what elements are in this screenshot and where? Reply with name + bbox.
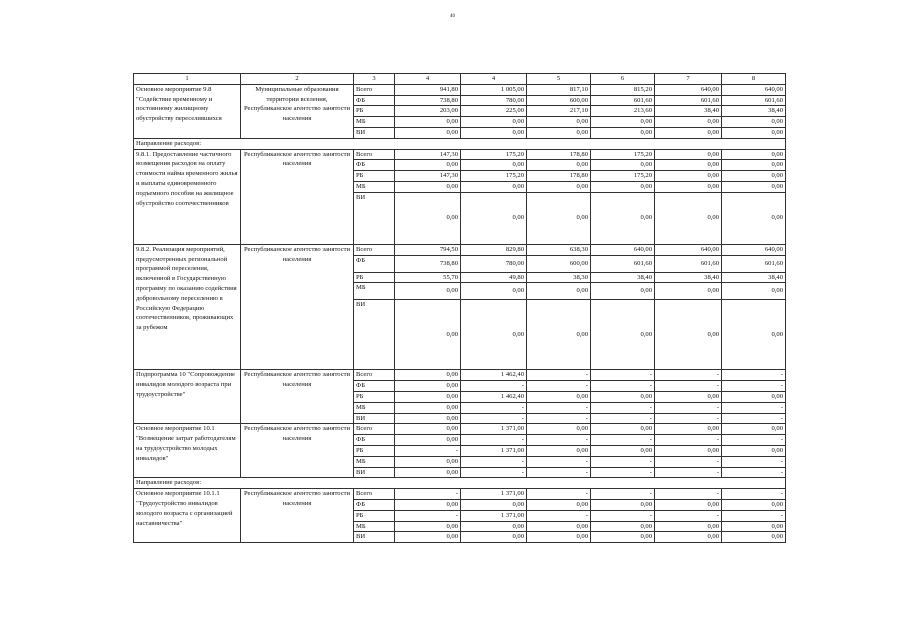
amount-cell: - xyxy=(527,435,591,446)
amount-cell: 1 371,00 xyxy=(461,424,527,435)
amount-cell: 794,50 xyxy=(395,244,461,255)
amount-cell: 1 005,00 xyxy=(461,84,527,95)
amount-cell: 0,00 xyxy=(395,402,461,413)
amount-cell: 640,00 xyxy=(591,244,655,255)
amount-cell: 0,00 xyxy=(722,532,786,543)
amount-cell: 0,00 xyxy=(527,521,591,532)
amount-cell: 0,00 xyxy=(591,117,655,128)
amount-cell: 0,00 xyxy=(527,160,591,171)
amount-cell: 0,00 xyxy=(655,149,722,160)
amount-cell: 817,10 xyxy=(527,84,591,95)
amount-cell: 0,00 xyxy=(591,160,655,171)
table-row xyxy=(134,149,786,160)
funding-source: ВИ xyxy=(354,532,395,543)
amount-cell: 0,00 xyxy=(722,300,786,370)
page-number: 40 xyxy=(450,14,455,19)
amount-cell: 0,00 xyxy=(395,424,461,435)
amount-cell: - xyxy=(591,413,655,424)
amount-cell: - xyxy=(395,489,461,500)
amount-cell: 0,00 xyxy=(655,181,722,192)
measure-name: Основное мероприятие 10.1 "Возмещение затрат работодателям на трудоустройство молодых инвалидов" xyxy=(134,424,241,478)
amount-cell: 0,00 xyxy=(527,181,591,192)
amount-cell: - xyxy=(655,413,722,424)
column-number-4: 4 xyxy=(395,74,461,85)
amount-cell: 0,00 xyxy=(395,127,461,138)
amount-cell: 0,00 xyxy=(655,283,722,300)
budget-table-body xyxy=(134,74,786,543)
amount-cell: 0,00 xyxy=(461,300,527,370)
amount-cell: 147,30 xyxy=(395,149,461,160)
funding-source: РБ xyxy=(354,445,395,456)
amount-cell: 213,60 xyxy=(591,106,655,117)
amount-cell: 0,00 xyxy=(527,117,591,128)
amount-cell: 0,00 xyxy=(527,499,591,510)
amount-cell: 0,00 xyxy=(527,283,591,300)
amount-cell: 0,00 xyxy=(655,445,722,456)
amount-cell: 0,00 xyxy=(395,370,461,381)
executor: Республиканское агентство занятости населения xyxy=(241,244,354,370)
amount-cell: 0,00 xyxy=(655,532,722,543)
measure-name: Основное мероприятие 9.8 "Содействие временному и постоянному жилищному обустройству переселившихся xyxy=(134,84,241,138)
amount-cell: 0,00 xyxy=(722,499,786,510)
amount-cell: 638,30 xyxy=(527,244,591,255)
amount-cell: 600,00 xyxy=(527,95,591,106)
funding-source: Всего xyxy=(354,84,395,95)
amount-cell: 0,00 xyxy=(591,391,655,402)
amount-cell: 601,60 xyxy=(591,95,655,106)
amount-cell: - xyxy=(591,489,655,500)
amount-cell: 0,00 xyxy=(461,499,527,510)
amount-cell: 0,00 xyxy=(395,499,461,510)
column-number-1: 1 xyxy=(134,74,241,85)
table-row xyxy=(134,370,786,381)
amount-cell: 0,00 xyxy=(527,445,591,456)
amount-cell: 738,80 xyxy=(395,255,461,272)
section-label: Направление расходов: xyxy=(134,138,786,149)
amount-cell: 600,00 xyxy=(527,255,591,272)
amount-cell: - xyxy=(722,456,786,467)
amount-cell: 0,00 xyxy=(722,521,786,532)
amount-cell: 175,20 xyxy=(461,149,527,160)
amount-cell: - xyxy=(655,402,722,413)
amount-cell: - xyxy=(655,489,722,500)
amount-cell: - xyxy=(461,402,527,413)
amount-cell: 0,00 xyxy=(591,192,655,244)
amount-cell: 0,00 xyxy=(591,424,655,435)
amount-cell: 601,60 xyxy=(722,95,786,106)
amount-cell: - xyxy=(461,456,527,467)
funding-source: Всего xyxy=(354,424,395,435)
amount-cell: 0,00 xyxy=(461,532,527,543)
amount-cell: 0,00 xyxy=(591,300,655,370)
amount-cell: - xyxy=(527,370,591,381)
amount-cell: 0,00 xyxy=(395,413,461,424)
amount-cell: 0,00 xyxy=(395,192,461,244)
amount-cell: 0,00 xyxy=(527,424,591,435)
amount-cell: 0,00 xyxy=(722,171,786,182)
amount-cell: 0,00 xyxy=(591,532,655,543)
amount-cell: 601,60 xyxy=(591,255,655,272)
amount-cell: 0,00 xyxy=(395,521,461,532)
amount-cell: - xyxy=(461,467,527,478)
amount-cell: - xyxy=(527,510,591,521)
amount-cell: 203,00 xyxy=(395,106,461,117)
amount-cell: 0,00 xyxy=(722,127,786,138)
amount-cell: 0,00 xyxy=(591,445,655,456)
amount-cell: 0,00 xyxy=(655,192,722,244)
table-row xyxy=(134,489,786,500)
amount-cell: 0,00 xyxy=(722,160,786,171)
amount-cell: 0,00 xyxy=(655,127,722,138)
amount-cell: 175,20 xyxy=(461,171,527,182)
funding-source: ФБ xyxy=(354,499,395,510)
amount-cell: 38,40 xyxy=(722,272,786,283)
funding-source: МБ xyxy=(354,521,395,532)
amount-cell: 178,80 xyxy=(527,171,591,182)
amount-cell: 0,00 xyxy=(722,424,786,435)
funding-source: МБ xyxy=(354,117,395,128)
amount-cell: 0,00 xyxy=(461,127,527,138)
amount-cell: 0,00 xyxy=(461,117,527,128)
funding-source: Всего xyxy=(354,244,395,255)
funding-source: РБ xyxy=(354,171,395,182)
amount-cell: 640,00 xyxy=(722,84,786,95)
column-number-5: 4 xyxy=(461,74,527,85)
funding-source: ВИ xyxy=(354,192,395,244)
amount-cell: - xyxy=(591,467,655,478)
amount-cell: 0,00 xyxy=(461,160,527,171)
amount-cell: 0,00 xyxy=(395,117,461,128)
amount-cell: 0,00 xyxy=(655,499,722,510)
amount-cell: 780,00 xyxy=(461,95,527,106)
amount-cell: - xyxy=(722,413,786,424)
amount-cell: 0,00 xyxy=(395,391,461,402)
amount-cell: 38,40 xyxy=(655,106,722,117)
amount-cell: 225,00 xyxy=(461,106,527,117)
amount-cell: 640,00 xyxy=(655,244,722,255)
amount-cell: - xyxy=(461,413,527,424)
amount-cell: - xyxy=(527,381,591,392)
amount-cell: 0,00 xyxy=(655,424,722,435)
amount-cell: - xyxy=(527,402,591,413)
amount-cell: 0,00 xyxy=(395,181,461,192)
column-number-8: 7 xyxy=(655,74,722,85)
funding-source: МБ xyxy=(354,181,395,192)
amount-cell: - xyxy=(461,435,527,446)
amount-cell: 0,00 xyxy=(527,300,591,370)
amount-cell: 0,00 xyxy=(655,160,722,171)
funding-source: ФБ xyxy=(354,160,395,171)
amount-cell: 601,60 xyxy=(655,95,722,106)
amount-cell: 0,00 xyxy=(722,117,786,128)
amount-cell: - xyxy=(655,370,722,381)
amount-cell: - xyxy=(722,510,786,521)
column-number-3: 3 xyxy=(354,74,395,85)
funding-source: ВИ xyxy=(354,127,395,138)
amount-cell: 1 462,40 xyxy=(461,391,527,402)
amount-cell: 217,10 xyxy=(527,106,591,117)
funding-source: ФБ xyxy=(354,435,395,446)
amount-cell: 0,00 xyxy=(461,181,527,192)
funding-source: РБ xyxy=(354,106,395,117)
funding-source: Всего xyxy=(354,149,395,160)
amount-cell: 175,20 xyxy=(591,171,655,182)
amount-cell: 0,00 xyxy=(527,192,591,244)
funding-source: МБ xyxy=(354,402,395,413)
executor: Республиканское агентство занятости населения xyxy=(241,424,354,478)
executor: Республиканское агентство занятости населения xyxy=(241,370,354,424)
amount-cell: 0,00 xyxy=(591,127,655,138)
amount-cell: 0,00 xyxy=(527,127,591,138)
amount-cell: 0,00 xyxy=(395,467,461,478)
amount-cell: 0,00 xyxy=(655,521,722,532)
amount-cell: 941,80 xyxy=(395,84,461,95)
measure-name: Подпрограмма 10 "Сопровождение инвалидов молодого возраста при трудоустройстве" xyxy=(134,370,241,424)
amount-cell: - xyxy=(722,381,786,392)
amount-cell: - xyxy=(527,456,591,467)
amount-cell: 49,80 xyxy=(461,272,527,283)
amount-cell: 178,80 xyxy=(527,149,591,160)
amount-cell: 780,00 xyxy=(461,255,527,272)
amount-cell: 0,00 xyxy=(655,391,722,402)
amount-cell: 0,00 xyxy=(395,435,461,446)
amount-cell: 0,00 xyxy=(722,391,786,402)
funding-source: ФБ xyxy=(354,95,395,106)
amount-cell: 640,00 xyxy=(655,84,722,95)
table-row xyxy=(134,424,786,435)
table-row xyxy=(134,244,786,255)
amount-cell: - xyxy=(722,467,786,478)
column-number-6: 5 xyxy=(527,74,591,85)
amount-cell: - xyxy=(591,381,655,392)
amount-cell: 0,00 xyxy=(722,192,786,244)
section-row xyxy=(134,138,786,149)
amount-cell: 38,40 xyxy=(655,272,722,283)
amount-cell: - xyxy=(722,402,786,413)
measure-name: Основное мероприятие 10.1.1 "Трудоустройство инвалидов молодого возраста с организацией наставничества" xyxy=(134,489,241,543)
amount-cell: - xyxy=(591,435,655,446)
amount-cell: 0,00 xyxy=(591,181,655,192)
amount-cell: - xyxy=(655,510,722,521)
amount-cell: 0,00 xyxy=(591,521,655,532)
amount-cell: 0,00 xyxy=(395,283,461,300)
amount-cell: - xyxy=(655,467,722,478)
amount-cell: 829,80 xyxy=(461,244,527,255)
amount-cell: 0,00 xyxy=(655,171,722,182)
amount-cell: 0,00 xyxy=(395,532,461,543)
funding-source: МБ xyxy=(354,283,395,300)
amount-cell: 0,00 xyxy=(655,300,722,370)
amount-cell: 147,30 xyxy=(395,171,461,182)
amount-cell: 1 371,00 xyxy=(461,445,527,456)
amount-cell: - xyxy=(527,467,591,478)
amount-cell: - xyxy=(655,456,722,467)
funding-source: ВИ xyxy=(354,467,395,478)
amount-cell: 0,00 xyxy=(722,181,786,192)
funding-source: РБ xyxy=(354,272,395,283)
amount-cell: - xyxy=(591,370,655,381)
table-row xyxy=(134,84,786,95)
amount-cell: - xyxy=(722,370,786,381)
amount-cell: 0,00 xyxy=(461,521,527,532)
amount-cell: 0,00 xyxy=(591,283,655,300)
amount-cell: - xyxy=(655,381,722,392)
amount-cell: 601,60 xyxy=(655,255,722,272)
amount-cell: 175,20 xyxy=(591,149,655,160)
amount-cell: - xyxy=(591,456,655,467)
executor: Республиканское агентство занятости населения xyxy=(241,149,354,244)
amount-cell: - xyxy=(395,510,461,521)
amount-cell: 0,00 xyxy=(395,160,461,171)
amount-cell: 1 462,40 xyxy=(461,370,527,381)
amount-cell: 0,00 xyxy=(722,149,786,160)
executor: Муниципальные образования территории вселения, Республиканское агентство занятости населения xyxy=(241,84,354,138)
amount-cell: - xyxy=(527,413,591,424)
amount-cell: 1 371,00 xyxy=(461,510,527,521)
amount-cell: 0,00 xyxy=(395,456,461,467)
amount-cell: 55,70 xyxy=(395,272,461,283)
amount-cell: 38,40 xyxy=(591,272,655,283)
funding-source: Всего xyxy=(354,370,395,381)
funding-source: ВИ xyxy=(354,413,395,424)
funding-source: МБ xyxy=(354,456,395,467)
amount-cell: 0,00 xyxy=(395,381,461,392)
amount-cell: 0,00 xyxy=(722,445,786,456)
amount-cell: - xyxy=(655,435,722,446)
amount-cell: 601,60 xyxy=(722,255,786,272)
funding-source: РБ xyxy=(354,510,395,521)
budget-table xyxy=(133,73,786,543)
section-row xyxy=(134,478,786,489)
amount-cell: 38,30 xyxy=(527,272,591,283)
measure-name: 9.8.2. Реализация мероприятий, предусмотренных региональной программой переселения, включенной в Государственную программу по оказанию содействия добровольному переселению в Российскую Федерацию соотечественников, проживающих за рубежом xyxy=(134,244,241,370)
amount-cell: 815,20 xyxy=(591,84,655,95)
amount-cell: 640,00 xyxy=(722,244,786,255)
amount-cell: 0,00 xyxy=(461,192,527,244)
amount-cell: 0,00 xyxy=(591,499,655,510)
section-label: Направление расходов: xyxy=(134,478,786,489)
funding-source: РБ xyxy=(354,391,395,402)
amount-cell: - xyxy=(461,381,527,392)
amount-cell: 1 371,00 xyxy=(461,489,527,500)
column-number-9: 8 xyxy=(722,74,786,85)
amount-cell: 0,00 xyxy=(461,283,527,300)
measure-name: 9.8.1. Предоставление частичного возмещения расходов на оплату стоимости найма временного жилья и выплаты единовременного подъемного пособия на жилищное обустройство соотечественников xyxy=(134,149,241,244)
amount-cell: 0,00 xyxy=(395,300,461,370)
amount-cell: 38,40 xyxy=(722,106,786,117)
amount-cell: 0,00 xyxy=(527,391,591,402)
amount-cell: - xyxy=(395,445,461,456)
amount-cell: 0,00 xyxy=(722,283,786,300)
funding-source: ФБ xyxy=(354,381,395,392)
amount-cell: - xyxy=(591,510,655,521)
executor: Республиканское агентство занятости населения xyxy=(241,489,354,543)
column-number-2: 2 xyxy=(241,74,354,85)
amount-cell: - xyxy=(527,489,591,500)
header-row xyxy=(134,74,786,85)
amount-cell: 0,00 xyxy=(655,117,722,128)
funding-source: ФБ xyxy=(354,255,395,272)
funding-source: ВИ xyxy=(354,300,395,370)
amount-cell: 0,00 xyxy=(527,532,591,543)
column-number-7: 6 xyxy=(591,74,655,85)
amount-cell: - xyxy=(591,402,655,413)
amount-cell: - xyxy=(722,435,786,446)
amount-cell: - xyxy=(722,489,786,500)
amount-cell: 738,80 xyxy=(395,95,461,106)
funding-source: Всего xyxy=(354,489,395,500)
